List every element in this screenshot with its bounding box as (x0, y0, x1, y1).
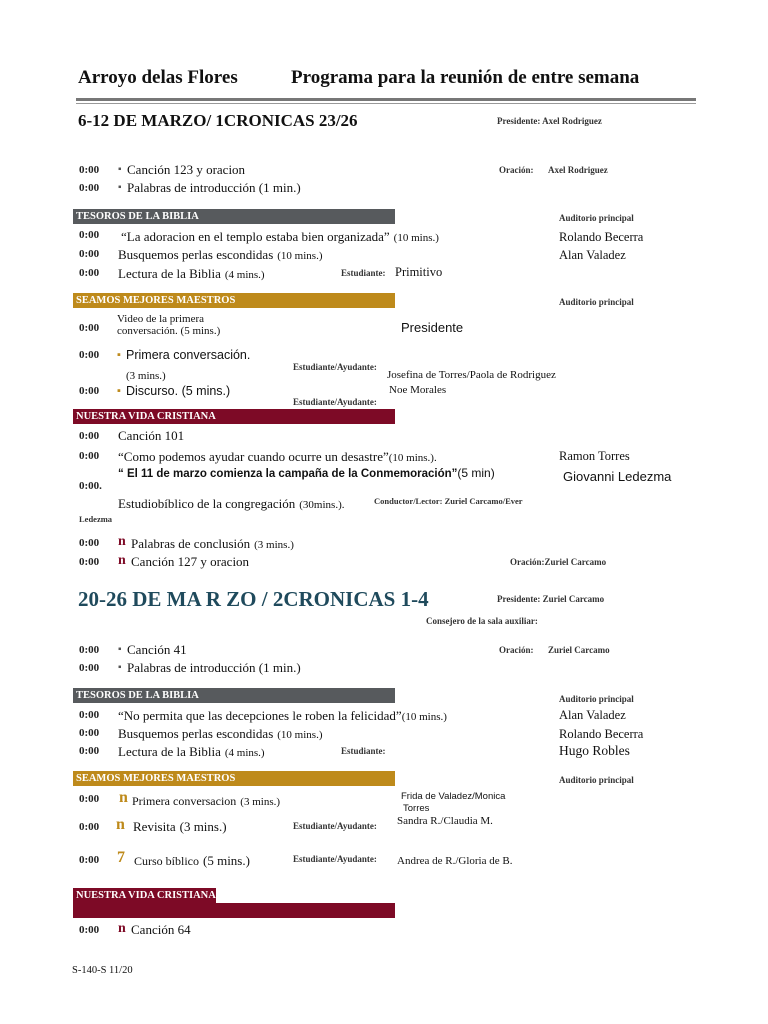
week1-video-line2: conversación. (5 mins.) (117, 325, 221, 337)
week1-maestros-item-2: Primera conversación. (126, 348, 251, 362)
week2-president: Presidente: Zuriel Carcamo (497, 594, 605, 604)
week1-maestros-room: Auditorio principal (559, 297, 634, 307)
week1-tesoros-name-2: Alan Valadez (559, 248, 626, 262)
week2-opening-time-1: 0:00 (79, 644, 100, 656)
week2-student-label: Estudiante: (341, 746, 386, 756)
bullet-icon: n (119, 789, 128, 806)
week1-video-name: Presidente (401, 320, 464, 335)
bullet-icon: ▪ (118, 164, 122, 175)
week1-vida-item-1: “Como podemos ayudar cuando ocurre un desastre”(10 mins.). (118, 449, 437, 464)
week1-maestros-label-2: Estudiante/Ayudante: (293, 362, 377, 372)
week1-maestros-name-3: Noe Morales (389, 384, 447, 396)
week2-maestros-time-3: 0:00 (79, 854, 100, 866)
week2-maestros-name-1b: Torres (403, 803, 430, 814)
week1-study-label-cont: Ledezma (79, 514, 113, 524)
week2-tesoros-room: Auditorio principal (559, 694, 634, 704)
week1-closing-oracion: Oración:Zuriel Carcamo (510, 557, 607, 567)
week2-maestros-label-3: Estudiante/Ayudante: (293, 854, 377, 864)
week2-tesoros-name-1: Alan Valadez (559, 708, 626, 722)
week1-tesoros-header: TESOROS DE LA BIBLIA (73, 209, 395, 224)
week2-tesoros-name-2: Rolando Becerra (559, 727, 644, 741)
week2-maestros-name-2: Sandra R./Claudia M. (397, 815, 493, 827)
week1-tesoros-room: Auditorio principal (559, 213, 634, 223)
bullet-icon: n (118, 534, 126, 549)
week2-vida-header-band (73, 903, 395, 918)
bullet-icon: ▪ (117, 385, 121, 397)
week2-tesoros-time-1: 0:00 (79, 709, 100, 721)
week2-maestros-room: Auditorio principal (559, 775, 634, 785)
bullet-icon: n (118, 553, 126, 568)
week1-closing-time-1: 0:00 (79, 537, 100, 549)
week1-closing-time-2: 0:00 (79, 556, 100, 568)
week2-maestros-item-1: Primera conversacion (3 mins.) (132, 794, 281, 808)
header-rule-thin (76, 103, 696, 104)
week2-maestros-header: SEAMOS MEJORES MAESTROS (73, 771, 395, 786)
week1-vida-name-2: Giovanni Ledezma (563, 469, 672, 484)
week2-maestros-time-1: 0:00 (79, 793, 100, 805)
week2-tesoros-time-3: 0:00 (79, 745, 100, 757)
week1-video-time: 0:00 (79, 322, 100, 334)
week1-closing-song: Canción 127 y oracion (131, 554, 250, 569)
week1-title: 6-12 DE MARZO/ 1CRONICAS 23/26 (78, 111, 358, 130)
week2-title: 20-26 DE MA R ZO / 2CRONICAS 1-4 (78, 587, 429, 611)
week1-tesoros-name-3: Primitivo (395, 265, 443, 279)
bullet-icon: ▪ (117, 349, 121, 361)
bullet-icon: ▪ (118, 182, 122, 193)
week1-opening-time-2: 0:00 (79, 182, 100, 194)
week1-maestros-header: SEAMOS MEJORES MAESTROS (73, 293, 395, 308)
week2-tesoros-name-3: Hugo Robles (559, 743, 630, 758)
week1-maestros-item-3: Discurso. (5 mins.) (126, 384, 231, 398)
week2-oracion-label: Oración: (499, 645, 534, 655)
week1-student-label: Estudiante: (341, 268, 386, 278)
week2-maestros-name-3: Andrea de R./Gloria de B. (397, 855, 513, 867)
week1-tesoros-item-3: Lectura de la Biblia (4 mins.) (118, 266, 265, 281)
week1-tesoros-name-1: Rolando Becerra (559, 230, 644, 244)
bullet-icon: ▪ (118, 662, 122, 673)
program-title: Programa para la reunión de entre semana (291, 67, 640, 88)
week2-vida-header: NUESTRA VIDA CRISTIANA (73, 888, 216, 903)
week1-oracion-label: Oración: (499, 165, 534, 175)
week2-maestros-time-2: 0:00 (79, 821, 100, 833)
week1-intro-words: Palabras de introducción (1 min.) (127, 180, 301, 195)
week1-vida-song-time: 0:00 (79, 430, 100, 442)
week2-maestros-item-3: Curso bíblico (5 mins.) (134, 853, 250, 868)
week2-opening-time-2: 0:00 (79, 662, 100, 674)
week1-vida-song: Canción 101 (118, 428, 185, 443)
week2-maestros-item-2: Revisita (3 mins.) (133, 819, 227, 834)
week2-consejero: Consejero de la sala auxiliar: (426, 616, 538, 626)
week1-vida-name-1: Ramon Torres (559, 449, 630, 463)
week1-maestros-time-2: 0:00 (79, 349, 100, 361)
week2-tesoros-header: TESOROS DE LA BIBLIA (73, 688, 395, 703)
week1-study-label: Conductor/Lector: Zuriel Carcamo/Ever (374, 496, 523, 506)
week2-vida-song: Canción 64 (131, 922, 191, 937)
week2-vida-song-time: 0:00 (79, 924, 100, 936)
week1-tesoros-time-2: 0:00 (79, 248, 100, 260)
header-rule (76, 98, 696, 101)
week1-vida-time-2: 0:00. (79, 480, 102, 492)
bullet-icon: 7 (117, 849, 125, 866)
week2-tesoros-time-2: 0:00 (79, 727, 100, 739)
week1-opening-time-1: 0:00 (79, 164, 100, 176)
week1-study: Estudiobíblico de la congregación (30mins.). (118, 496, 345, 511)
bullet-icon: ▪ (118, 644, 122, 655)
week1-maestros-dur-2: (3 mins.) (126, 370, 166, 382)
week1-tesoros-item-1: “La adoracion en el templo estaba bien organizada” (10 mins.) (121, 229, 439, 244)
week2-maestros-label-2: Estudiante/Ayudante: (293, 821, 377, 831)
week1-vida-header: NUESTRA VIDA CRISTIANA (73, 409, 395, 424)
week1-opening-song: Canción 123 y oracion (127, 162, 246, 177)
form-code: S-140-S 11/20 (72, 965, 133, 976)
week2-oracion-name: Zuriel Carcamo (548, 645, 610, 655)
week2-tesoros-item-1: “No permita que las decepciones le roben la felicidad”(10 mins.) (118, 708, 447, 723)
week2-maestros-name-1: Frida de Valadez/Monica (401, 791, 506, 802)
week1-maestros-name-2: Josefina de Torres/Paola de Rodriguez (387, 369, 556, 381)
week2-opening-song: Canción 41 (127, 642, 187, 657)
week1-vida-item-2: “ El 11 de marzo comienza la campaña de la Conmemoración”(5 min) (118, 466, 495, 480)
week1-president: Presidente: Axel Rodriguez (497, 116, 602, 126)
congregation-name: Arroyo delas Flores (78, 67, 238, 88)
week1-closing-words: Palabras de conclusión (3 mins.) (131, 536, 294, 551)
week2-tesoros-item-2: Busquemos perlas escondidas (10 mins.) (118, 726, 323, 741)
bullet-icon: n (116, 816, 125, 833)
week1-maestros-time-3: 0:00 (79, 385, 100, 397)
week1-tesoros-time-3: 0:00 (79, 267, 100, 279)
week1-tesoros-time-1: 0:00 (79, 229, 100, 241)
week1-video-line1: Video de la primera (117, 313, 204, 325)
week1-maestros-label-3: Estudiante/Ayudante: (293, 397, 377, 407)
week1-tesoros-item-2: Busquemos perlas escondidas (10 mins.) (118, 247, 323, 262)
week1-oracion-name: Axel Rodriguez (548, 165, 608, 175)
week2-intro-words: Palabras de introducción (1 min.) (127, 660, 301, 675)
bullet-icon: n (118, 921, 126, 936)
week2-tesoros-item-3: Lectura de la Biblia (4 mins.) (118, 744, 265, 759)
week1-vida-time-1: 0:00 (79, 450, 100, 462)
